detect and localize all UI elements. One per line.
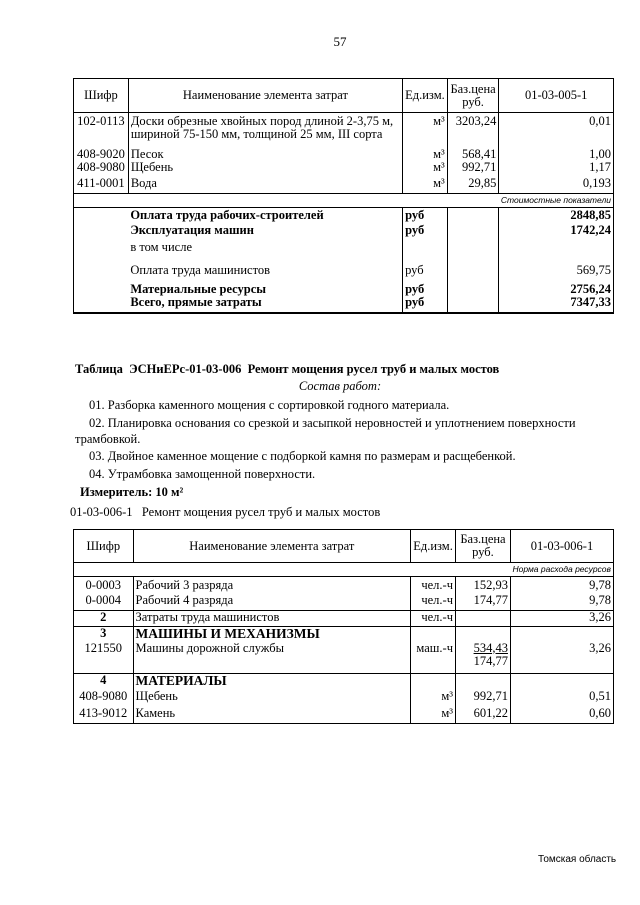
work-item: 02. Планировка основания со срезкой и засыпкой неровностей и уплотнением поверхности	[89, 416, 576, 430]
col-code-header: Шифр	[74, 79, 129, 113]
table-row: 4 МАТЕРИАЛЫ	[74, 674, 614, 690]
col-price-header: Баз.цена руб.	[447, 79, 499, 113]
table-row: Материальные ресурсы руб 2756,24	[74, 277, 614, 296]
table-row: Оплата труда машинистов руб 569,75	[74, 258, 614, 277]
col-unit-header: Ед.изм.	[411, 530, 456, 563]
table-row: Оплата труда рабочих-строителей руб 2848,85	[74, 207, 614, 224]
col-norm-header: 01-03-006-1	[510, 530, 613, 563]
col-price-header: Баз.цена руб.	[456, 530, 511, 563]
subtitle: 01-03-006-1 Ремонт мощения русел труб и малых мостов	[70, 505, 381, 519]
table-row: 408-9080 Щебень м³ 992,71 0,51	[74, 690, 614, 707]
table-row: 0-0003 Рабочий 3 разряда чел.-ч 152,93 9,78	[74, 577, 614, 594]
work-item: трамбовкой.	[75, 432, 141, 446]
table-row: 413-9012 Камень м³ 601,22 0,60	[74, 707, 614, 724]
col-name-header: Наименование элемента затрат	[128, 79, 402, 113]
cost-caption: Стоимостные показатели	[499, 193, 614, 207]
table-row: 121550 Машины дорожной службы маш.-ч 534,43 174,77 3,26	[74, 642, 614, 674]
col-norm-header: 01-03-005-1	[499, 79, 614, 113]
col-code-header: Шифр	[74, 530, 134, 563]
page-number: 57	[333, 34, 347, 49]
work-item: 04. Утрамбовка замощенной поверхности.	[89, 467, 316, 481]
resource-table-1	[73, 78, 614, 314]
col-name-header: Наименование элемента затрат	[133, 530, 411, 563]
table-row: Всего, прямые затраты руб 7347,33	[74, 296, 614, 313]
norm-caption: Норма расхода ресурсов	[510, 563, 613, 577]
table-row: 411-0001 Вода м³ 29,85 0,193	[74, 177, 614, 193]
table-row: 3 МАШИНЫ И МЕХАНИЗМЫ	[74, 627, 614, 642]
meter: Измеритель: 10 м²	[80, 485, 184, 499]
table-row: 2 Затраты труда машинистов чел.-ч 3,26	[74, 611, 614, 627]
section-title: Таблица ЭСНиЕРс-01-03-006 Ремонт мощения русел труб и малых мостов	[75, 362, 500, 376]
work-item: 03. Двойное каменное мощение с подборкой камня по размерам и расщебенкой.	[89, 449, 516, 463]
composition-title: Состав работ:	[298, 379, 382, 393]
footer-region: Томская область	[538, 854, 617, 865]
table-row: 408-9020 Песок м³ 568,41 1,00	[74, 141, 614, 161]
table-row: 102-0113 Доски обрезные хвойных пород длиной 2-3,75 м, шириной 75-150 мм, толщиной 25 мм, III сорта м³ 3203,24 0,01	[74, 113, 614, 142]
table-row: Эксплуатация машин руб 1742,24	[74, 224, 614, 241]
col-unit-header: Ед.изм.	[403, 79, 448, 113]
resource-table-2	[73, 529, 614, 724]
table-row: в том числе	[74, 241, 614, 258]
table-row: 408-9080 Щебень м³ 992,71 1,17	[74, 161, 614, 177]
work-item: 01. Разборка каменного мощения с сортировкой годного материала.	[89, 398, 450, 412]
table-row: 0-0004 Рабочий 4 разряда чел.-ч 174,77 9,78	[74, 594, 614, 611]
